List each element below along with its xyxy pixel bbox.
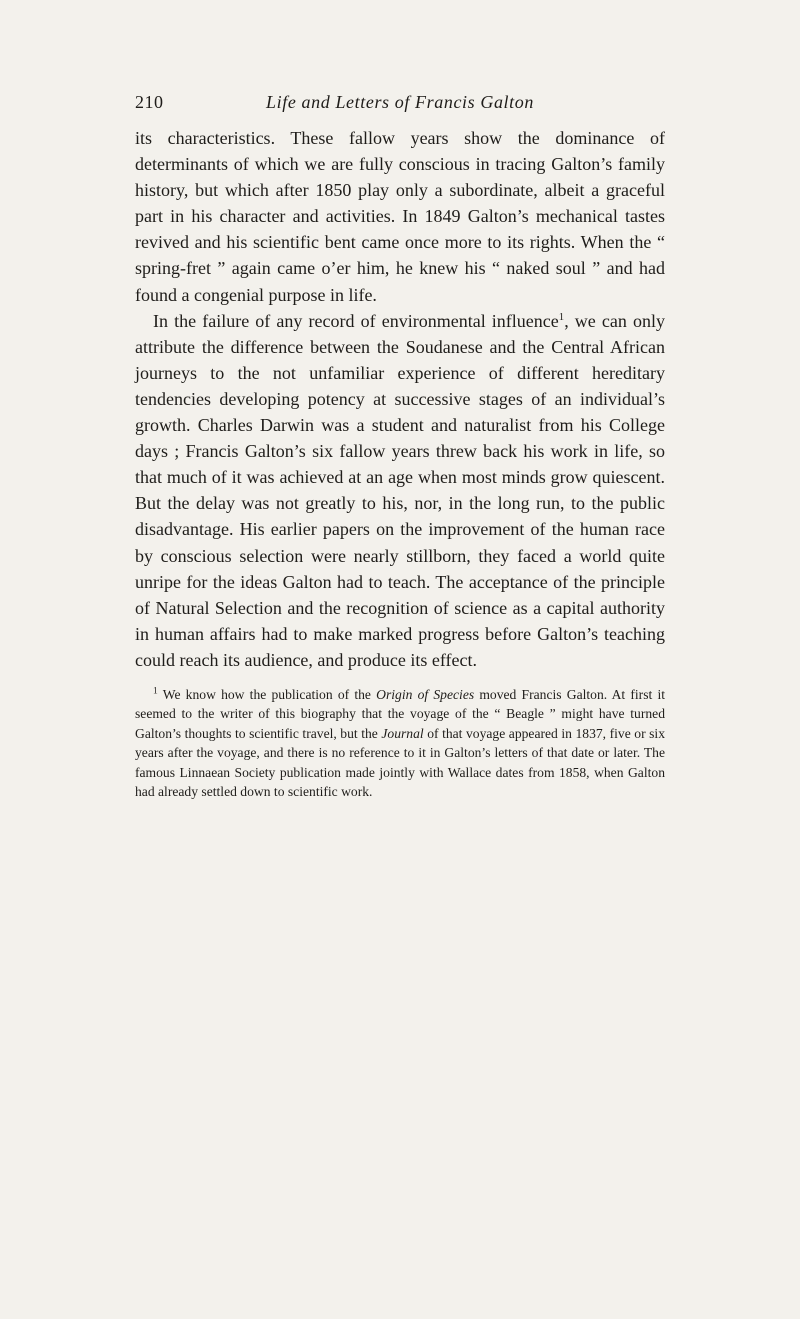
book-title: Journal bbox=[381, 725, 424, 741]
footnote-marker: 1 bbox=[153, 686, 158, 697]
running-title: Life and Letters of Francis Galton bbox=[266, 92, 534, 112]
footnote-text: of that voyage appeared in 1837, five or six years after the voyage, and there is no reference to it in Galton’s letters of that date or later. The famous Linnaean Society publication made jointly with Wallace dates from 1858, when Galton had already settled down to scientific work. bbox=[135, 725, 666, 800]
main-text bbox=[135, 125, 665, 673]
paragraph-text: , we can only attribute the difference between the Soudanese and the Central African journeys to the not unfamiliar experience of different hereditary tendencies developing potency at successive stages of an individual’s growth. Charles Darwin was a student and naturalist from his College days ; Francis Galton’s six fallow years threw back his work in life, so that much of it was achieved at an age when most minds grow quiescent. But the delay was not greatly to his, nor, in the long run, to the public disadvantage. His earlier papers on the improvement of the human race by conscious selection were nearly stillborn, they faced a world quite unripe for the ideas Galton had to teach. The acceptance of the principle of Natural Selection and the recognition of science as a capital authority in human affairs had to make marked progress before Galton’s teaching could reach its audience, and produce its effect. bbox=[135, 310, 666, 670]
paragraph: its characteristics. These fallow years show the dominance of determinants of which we are fully conscious in tracing Galton’s family history, but which after 1850 play only a subordinate, albeit a graceful part in his character and activities. In 1849 Galton’s mechanical tastes revived and his scientific bent came once more to its rights. When the “ spring-fret ” again came o’er him, he knew his “ naked soul ” and had found a congenial purpose in life. bbox=[135, 128, 665, 305]
book-page bbox=[135, 92, 665, 802]
page-number: 210 bbox=[135, 92, 164, 112]
footnote-text: We know how the publication of the bbox=[162, 686, 371, 702]
running-header bbox=[135, 92, 665, 122]
footnote-text: moved Francis Galton. At first it seemed to the writer of this biography that the voyage of the “ Beagle ” might have turned Galton’s thoughts to scientific travel, but the bbox=[135, 686, 666, 741]
paragraph bbox=[135, 308, 665, 673]
footnote-reference: 1 bbox=[558, 310, 565, 323]
book-title: Origin of Species bbox=[376, 686, 475, 702]
paragraph-text: In the failure of any record of environmental influence bbox=[153, 310, 559, 331]
footnote bbox=[135, 685, 665, 802]
